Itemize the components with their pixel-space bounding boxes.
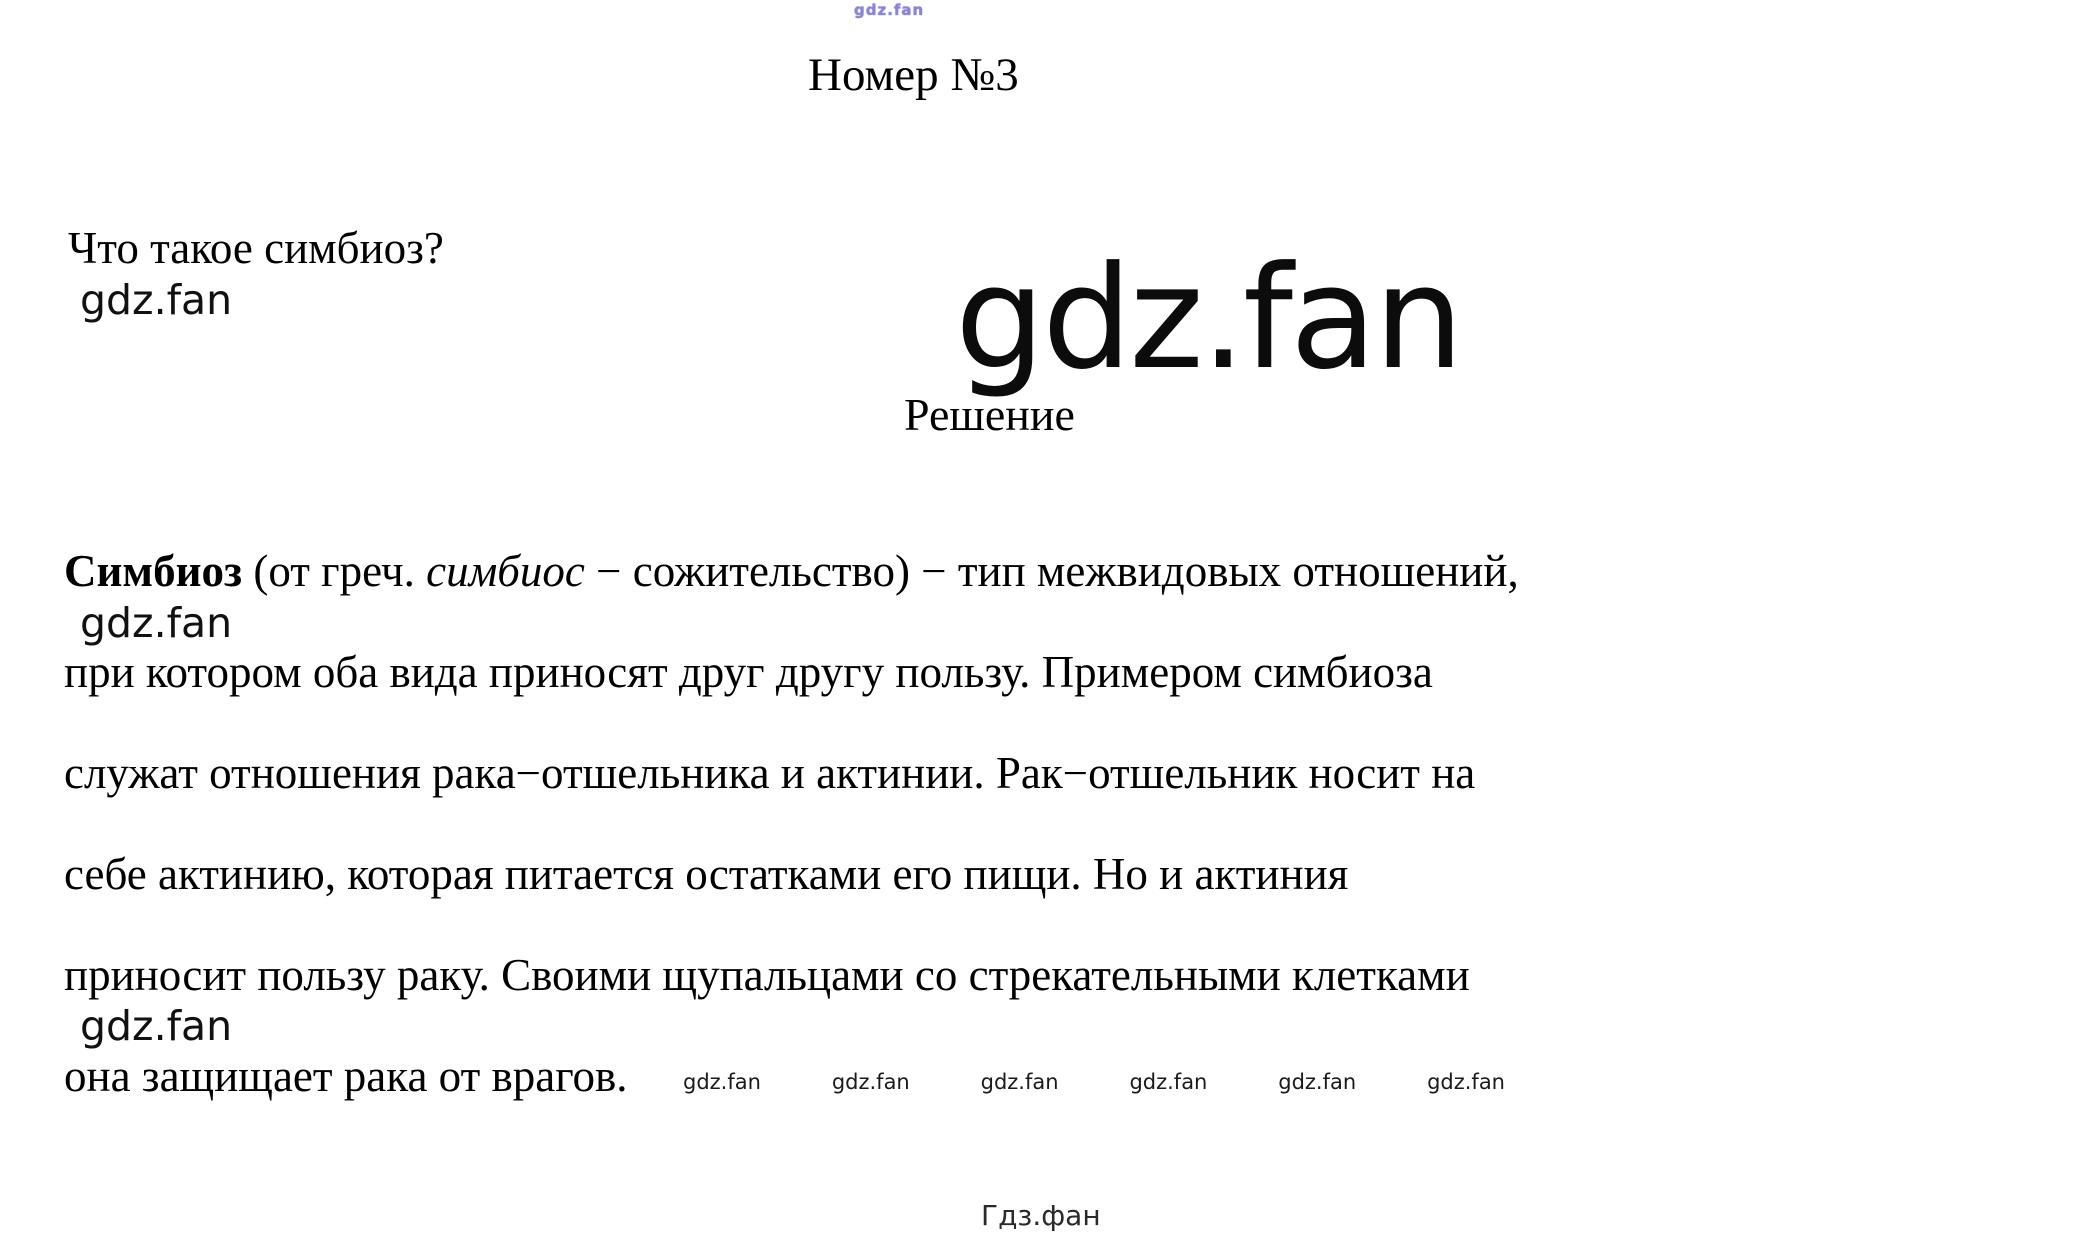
watermark-small: gdz.fan (1278, 1070, 1357, 1094)
solution-line: себе актинию, которая питается остатками его пищи. Но и актиния (64, 849, 1349, 899)
solution-line: служат отношения рака−отшельника и актинии. Рак−отшельник носит на (64, 748, 1476, 798)
watermark-small: gdz.fan (831, 1070, 910, 1094)
watermark-small: gdz.fan (683, 1070, 761, 1094)
watermark-large: gdz.fan (955, 236, 1461, 401)
solution-heading: Решение (904, 389, 1075, 440)
page-title: Номер №3 (808, 49, 1019, 101)
site-footer-label: Гдз.фан (981, 1199, 1101, 1232)
solution-line: она защищает рака от врагов. (64, 1051, 628, 1101)
solution-line: Симбиоз (от греч. симбиос − сожительство) − тип межвидовых отношений, (64, 546, 1519, 596)
watermark-bottom-row (683, 1070, 1505, 1094)
solution-line: приносит пользу раку. Своими щупальцами со стрекательными клетками (64, 950, 1470, 1000)
solution-text (64, 521, 1854, 1127)
question-text: Что такое симбиоз? (68, 223, 444, 273)
watermark-inline-1: gdz.fan (80, 276, 233, 324)
watermark-inline-3: gdz.fan (80, 1002, 233, 1050)
watermark-small: gdz.fan (1427, 1070, 1505, 1094)
solution-line: при котором оба вида приносят друг другу пользу. Примером симбиоза (64, 647, 1433, 697)
top-watermark: gdz.fan (854, 1, 925, 19)
watermark-small: gdz.fan (980, 1070, 1059, 1094)
watermark-small: gdz.fan (1129, 1070, 1208, 1094)
watermark-inline-2: gdz.fan (80, 599, 233, 647)
